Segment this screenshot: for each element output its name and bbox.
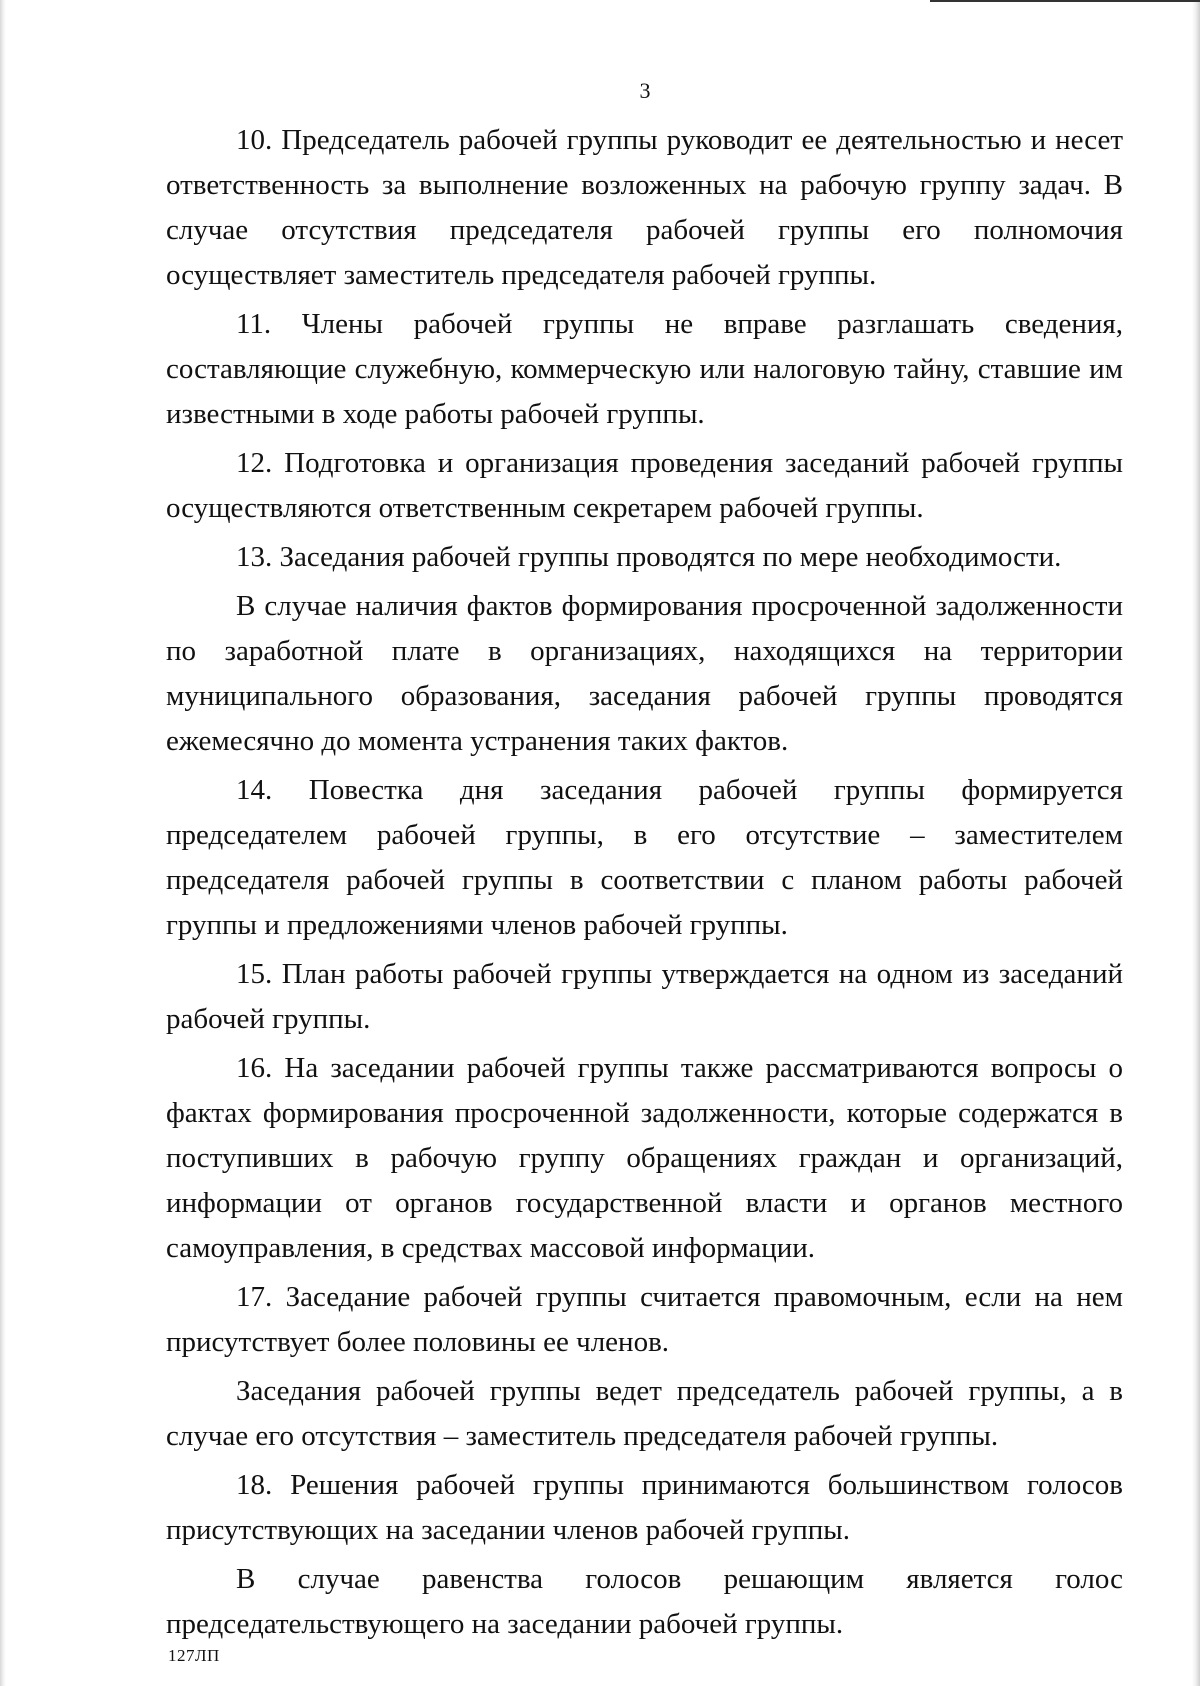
- paragraph-18: 18. Решения рабочей группы принимаются большинством голосов присутствующих на заседании членов рабочей группы.: [166, 1469, 1123, 1546]
- paragraph-15: 15. План работы рабочей группы утверждается на одном из заседаний рабочей группы.: [166, 958, 1123, 1035]
- paragraph-14: 14. Повестка дня заседания рабочей группы формируется председателем рабочей группы, в его отсутствие – заместителем председателя рабочей группы в соответствии с планом работы рабочей группы и предложениями членов рабочей группы.: [166, 774, 1123, 941]
- paragraph-11: 11. Члены рабочей группы не вправе разглашать сведения, составляющие служебную, коммерческую или налоговую тайну, ставшие им известными в ходе работы рабочей группы.: [166, 308, 1123, 430]
- document-code: 127ЛП: [168, 1646, 220, 1665]
- paragraph-16: 16. На заседании рабочей группы также рассматриваются вопросы о фактах формирования просроченной задолженности, которые содержатся в поступивших в рабочую группу обращениях граждан и организаций, информации от органов государственной власти и органов местного самоуправления, в средствах массовой информации.: [166, 1052, 1123, 1264]
- paragraph-13-continued: В случае наличия фактов формирования просроченной задолженности по заработной плате в организациях, находящихся на территории муниципального образования, заседания рабочей группы проводятся ежемесячно до момента устранения таких фактов.: [166, 590, 1123, 757]
- paragraph-17: 17. Заседание рабочей группы считается правомочным, если на нем присутствует более половины ее членов.: [166, 1281, 1123, 1358]
- paragraph-18-continued: В случае равенства голосов решающим является голос председательствующего на заседании рабочей группы.: [166, 1563, 1123, 1640]
- paragraph-17-continued: Заседания рабочей группы ведет председатель рабочей группы, а в случае его отсутствия – заместитель председателя рабочей группы.: [166, 1375, 1123, 1452]
- scan-line-top: [930, 0, 1200, 2]
- paragraph-12: 12. Подготовка и организация проведения заседаний рабочей группы осуществляются ответственным секретарем рабочей группы.: [166, 447, 1123, 524]
- paragraph-13: 13. Заседания рабочей группы проводятся по мере необходимости.: [236, 541, 1062, 573]
- scan-edge-right: [1192, 0, 1200, 1686]
- page-number: 3: [639, 78, 651, 103]
- paragraph-10: 10. Председатель рабочей группы руководит ее деятельностью и несет ответственность за выполнение возложенных на рабочую группу задач. В случае отсутствия председателя рабочей группы его полномочия осуществляет заместитель председателя рабочей группы.: [166, 124, 1123, 291]
- scan-edge-left: [0, 0, 6, 1686]
- document-body: [166, 118, 1123, 1651]
